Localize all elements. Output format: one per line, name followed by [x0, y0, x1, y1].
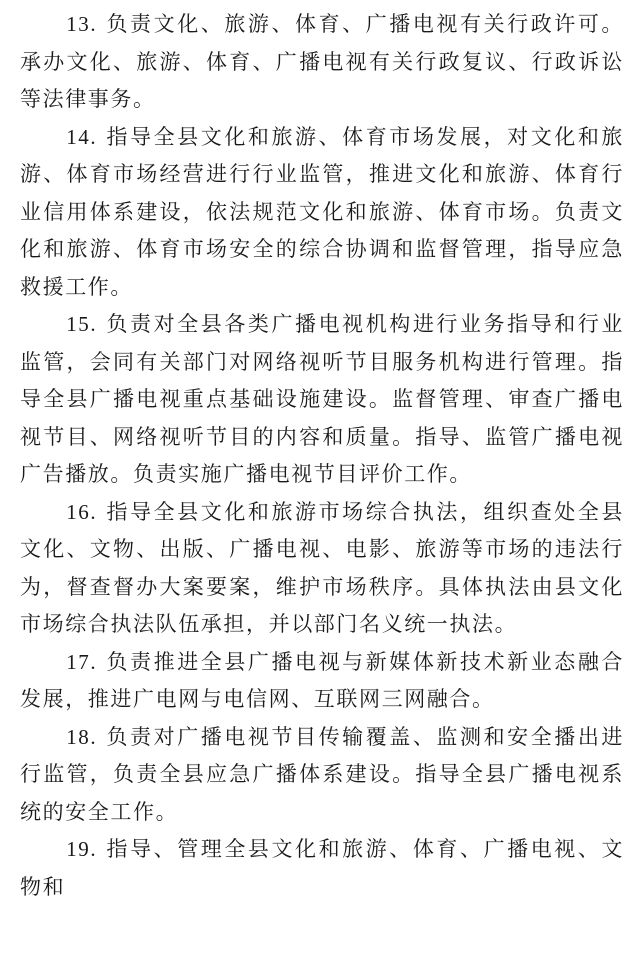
paragraph-16 — [20, 494, 624, 644]
paragraph-17 — [20, 644, 624, 719]
paragraph-14 — [20, 119, 624, 307]
paragraph-text: 负责对广播电视节目传输覆盖、监测和安全播出进行监管，负责全县应急广播体系建设。指导全县广播电视系统的安全工作。 — [20, 724, 624, 824]
paragraph-18 — [20, 719, 624, 832]
paragraph-number: 14. — [66, 124, 98, 149]
paragraph-text: 指导、管理全县文化和旅游、体育、广播电视、文物和 — [20, 837, 624, 899]
paragraph-number: 15. — [66, 312, 98, 336]
paragraph-text: 指导全县文化和旅游市场综合执法，组织查处全县文化、文物、出版、广播电视、电影、旅游等市场的违法行为，督查督办大案要案，维护市场秩序。具体执法由县文化市场综合执法队伍承担，并以部门名义统一执法。 — [20, 499, 624, 636]
paragraph-text: 指导全县文化和旅游、体育市场发展，对文化和旅游、体育市场经营进行行业监管，推进文化和旅游、体育行业信用体系建设，依法规范文化和旅游、体育市场。负责文化和旅游、体育市场安全的综合协调和监督管理，指导应急救援工作。 — [20, 124, 624, 299]
document-body — [20, 6, 624, 906]
paragraph-number: 13. — [66, 12, 98, 36]
paragraph-15 — [20, 306, 624, 494]
paragraph-text: 负责对全县各类广播电视机构进行业务指导和行业监管，会同有关部门对网络视听节目服务机构进行管理。指导全县广播电视重点基础设施建设。监督管理、审查广播电视节目、网络视听节目的内容和质量。指导、监管广播电视广告播放。负责实施广播电视节目评价工作。 — [20, 312, 624, 486]
paragraph-text: 负责文化、旅游、体育、广播电视有关行政许可。承办文化、旅游、体育、广播电视有关行政复议、行政诉讼等法律事务。 — [20, 12, 624, 111]
paragraph-number: 18. — [66, 724, 98, 749]
paragraph-number: 19. — [66, 837, 98, 861]
paragraph-number: 17. — [66, 649, 98, 674]
paragraph-text: 负责推进全县广播电视与新媒体新技术新业态融合发展，推进广电网与电信网、互联网三网融合。 — [20, 649, 624, 711]
paragraph-19 — [20, 831, 624, 906]
paragraph-number: 16. — [66, 499, 98, 524]
paragraph-13 — [20, 6, 624, 119]
